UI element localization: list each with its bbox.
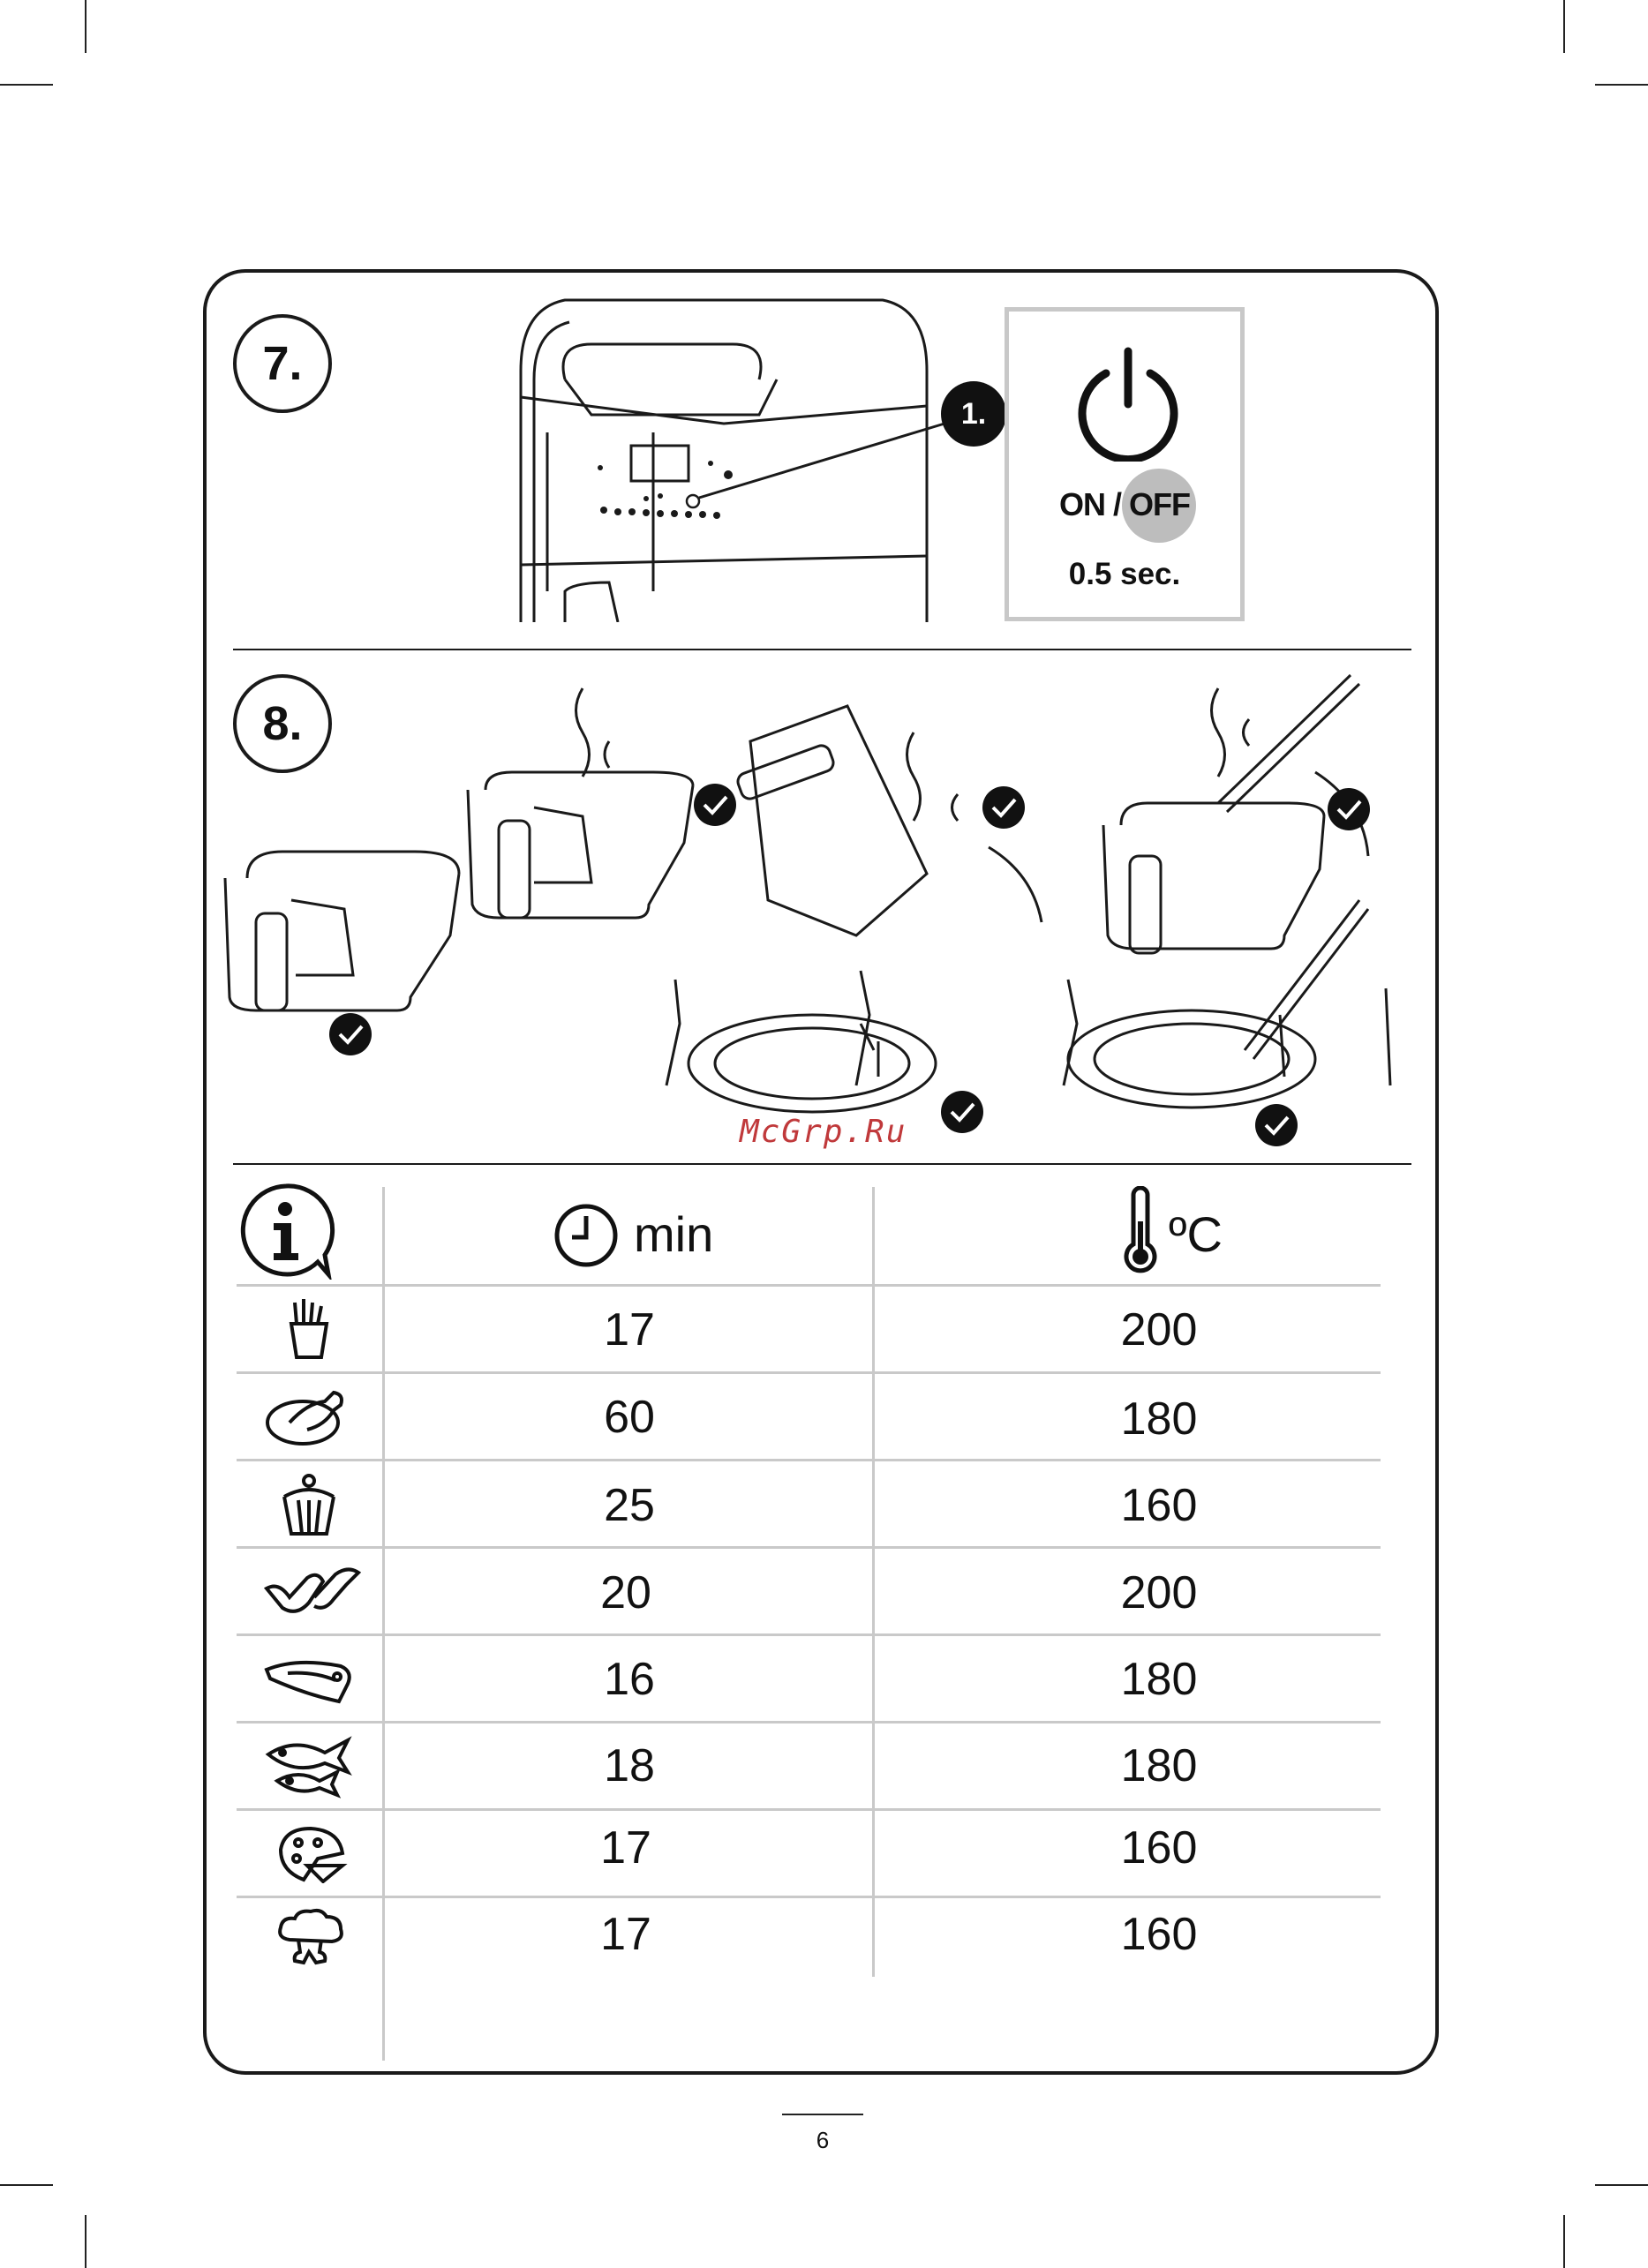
column-divider <box>382 1187 385 2061</box>
info-icon <box>237 1181 335 1280</box>
row-divider <box>237 1633 1381 1636</box>
press-duration: 0.5 sec. <box>1068 557 1181 591</box>
crop-mark <box>1595 2184 1648 2186</box>
crop-mark <box>1563 0 1565 53</box>
row-divider <box>237 1808 1381 1811</box>
off-highlight: OFF <box>1129 486 1190 523</box>
pizza-icon <box>272 1823 348 1883</box>
table-row-time: 17 <box>604 1304 655 1356</box>
table-row-time: 17 <box>600 1909 651 1960</box>
crop-mark <box>0 84 53 86</box>
table-row-temp: 160 <box>1120 1480 1198 1531</box>
watermark: McGrp.Ru <box>740 1114 907 1150</box>
table-row-temp: 160 <box>1120 1822 1198 1874</box>
air-fryer-control-illustration <box>512 291 971 622</box>
section-divider <box>233 649 1411 650</box>
crop-mark <box>1563 2215 1565 2268</box>
row-divider <box>237 1721 1381 1724</box>
check-icon <box>329 784 1370 1146</box>
table-row-temp: 180 <box>1120 1740 1198 1791</box>
table-row-temp: 160 <box>1120 1909 1198 1960</box>
table-row-time: 17 <box>600 1822 651 1874</box>
cupcake-icon <box>279 1470 339 1537</box>
row-divider <box>237 1546 1381 1549</box>
page-number: 6 <box>816 2127 830 2153</box>
row-divider <box>237 1459 1381 1461</box>
table-row-time: 18 <box>604 1740 655 1791</box>
crop-mark <box>1595 84 1648 86</box>
french-fries-icon <box>282 1297 335 1361</box>
thermometer-icon <box>1123 1186 1158 1276</box>
on-off-label: ON / OFF <box>1009 486 1240 523</box>
clock-icon <box>553 1202 620 1269</box>
table-row-time: 60 <box>604 1392 655 1443</box>
crop-mark <box>0 2184 53 2186</box>
page-number-rule <box>782 2114 863 2115</box>
table-row-time: 25 <box>604 1480 655 1531</box>
crop-mark <box>85 2215 87 2268</box>
table-row-temp: 200 <box>1120 1304 1198 1356</box>
vegetables-icon <box>274 1908 348 1968</box>
crop-mark <box>85 0 87 53</box>
chicken-drumstick-icon <box>263 1386 351 1447</box>
power-icon <box>1071 338 1185 462</box>
table-row-time: 20 <box>600 1567 651 1618</box>
cooking-steps-illustration <box>221 671 1412 1165</box>
table-row-temp: 180 <box>1120 1393 1198 1445</box>
step-7-number: 7. <box>233 314 332 413</box>
section-divider <box>233 1163 1411 1165</box>
row-divider <box>237 1371 1381 1374</box>
fish-icon <box>263 1735 357 1799</box>
time-unit-label: min <box>634 1206 714 1262</box>
table-row-time: 16 <box>604 1654 655 1705</box>
temperature-unit-label: ºC <box>1169 1206 1223 1262</box>
steak-icon <box>261 1654 357 1707</box>
table-row-temp: 200 <box>1120 1567 1198 1618</box>
step-8-number: 8. <box>233 674 332 773</box>
callout-1-badge: 1. <box>941 381 1006 447</box>
row-divider <box>237 1284 1381 1287</box>
row-divider <box>237 1896 1381 1898</box>
power-button-panel <box>1005 307 1245 621</box>
table-row-temp: 180 <box>1120 1654 1198 1705</box>
column-divider <box>872 1187 875 1977</box>
chicken-wings-icon <box>261 1562 365 1620</box>
